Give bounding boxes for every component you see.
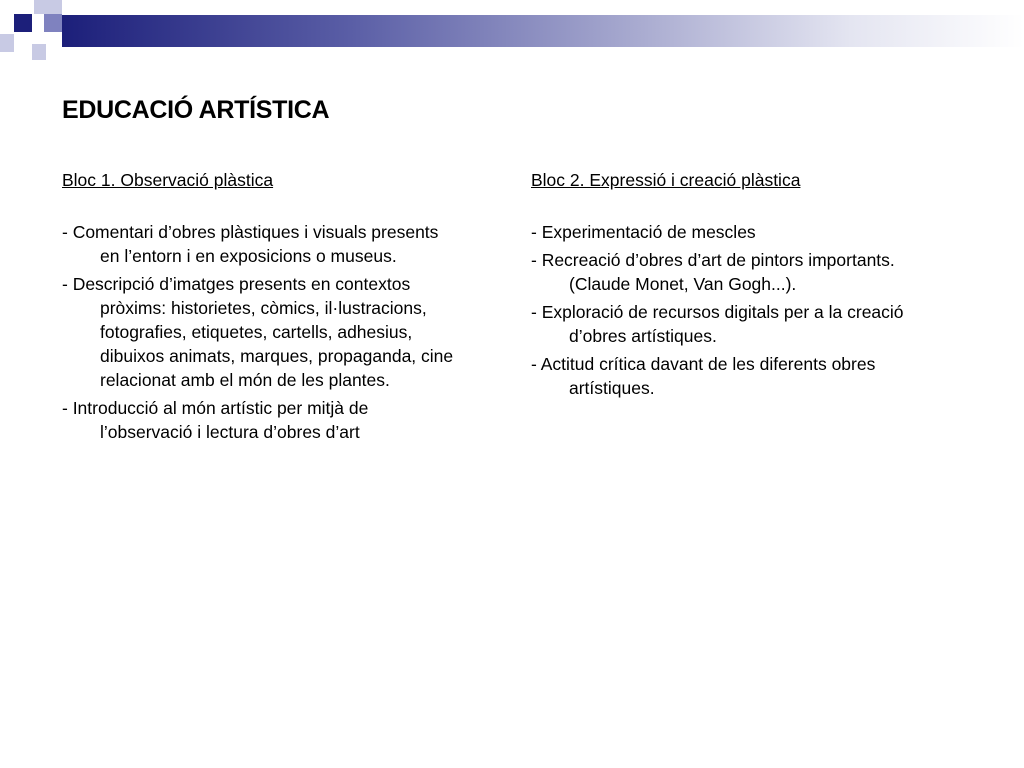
bloc-2-heading: Bloc 2. Expressió i creació plàstica [531,170,801,190]
list-item: - Actitud crítica davant de les diferents obres artístiques. [531,354,876,398]
decor-square [0,34,14,52]
header-decoration [0,0,1024,64]
bloc-1-heading: Bloc 1. Observació plàstica [62,170,274,190]
list-item: - Introducció al món artístic per mitjà de l’observació i lectura d’obres d’art [62,398,369,442]
header-gradient-bar [62,15,1024,47]
decor-square [44,14,62,32]
bloc-2-column [531,168,931,404]
list-item: - Exploració de recursos digitals per a la creació d’obres artístiques. [531,302,904,346]
list-item: - Comentari d’obres plàstiques i visuals presents en l’entorn i en exposicions o museus. [62,222,439,266]
bloc-1-column [62,168,462,448]
list-item: - Descripció d’imatges presents en contextos pròxims: historietes, còmics, il·lustracions, fotografies, etiquetes, cartells, adhesius, dibuixos animats, marques, propaganda, cine relacionat amb el món de les plantes. [62,274,454,390]
slide-title: EDUCACIÓ ARTÍSTICA [62,96,330,124]
list-item: - Experimentació de mescles [531,222,756,242]
decor-square [14,14,32,32]
decor-square [34,0,62,14]
list-item: - Recreació d’obres d’art de pintors importants. (Claude Monet, Van Gogh...). [531,250,895,294]
decor-square [32,44,46,60]
